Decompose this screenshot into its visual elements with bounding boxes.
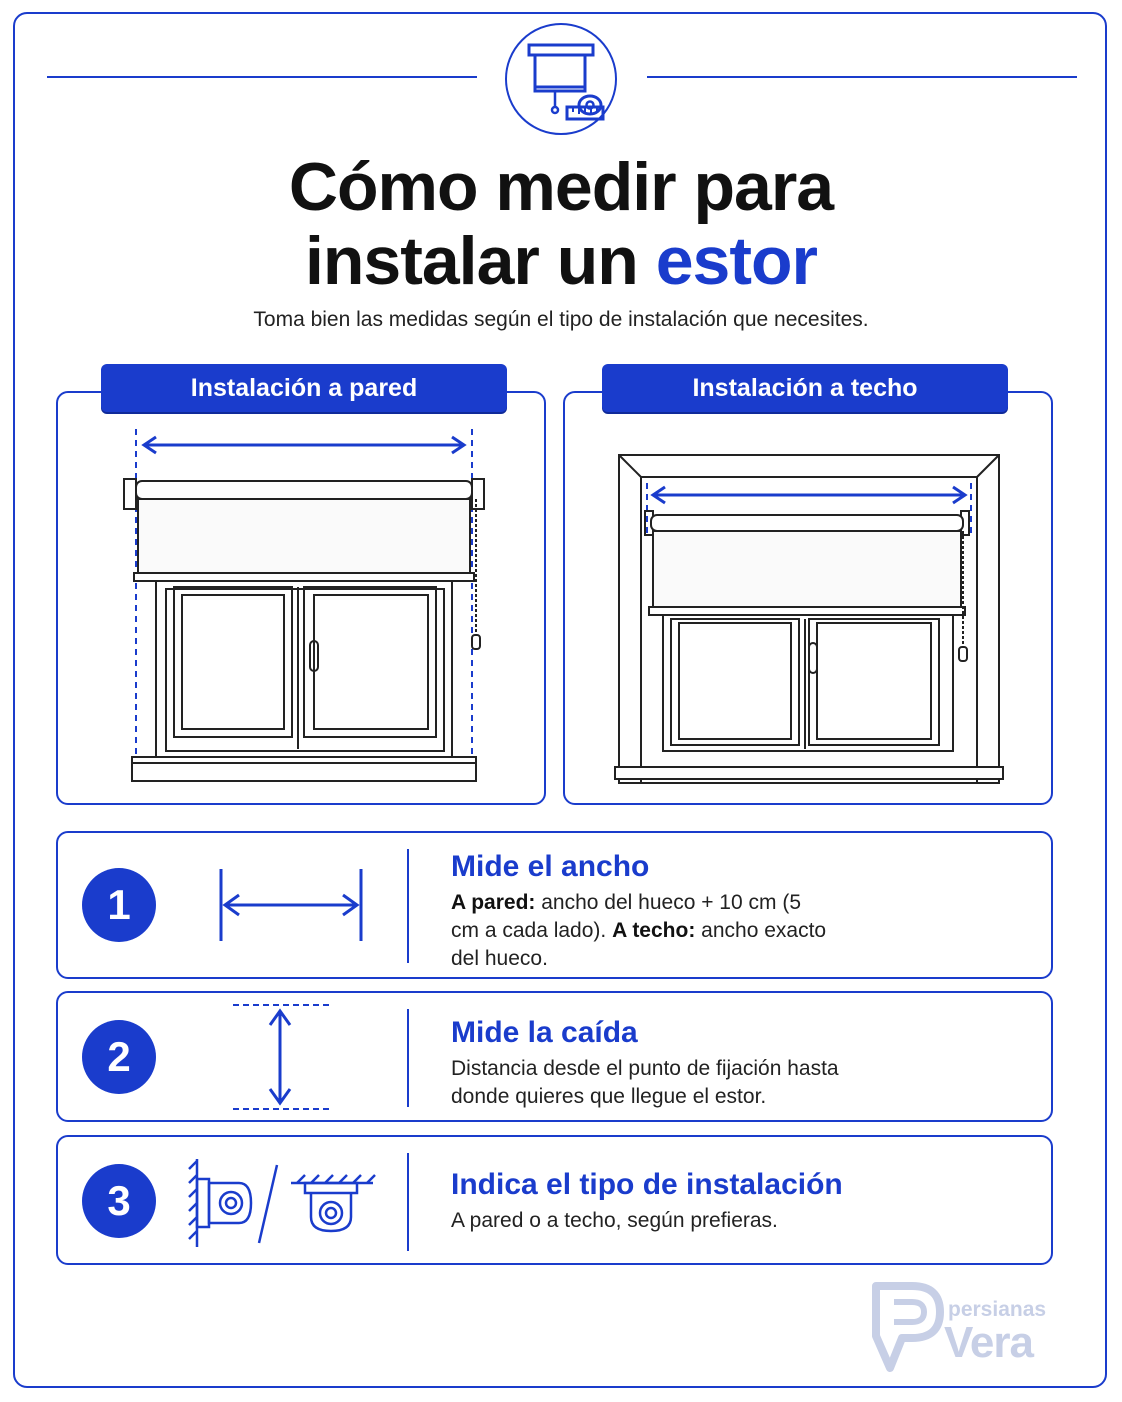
step-divider <box>407 1153 409 1251</box>
step-label-wall: A pared: <box>451 891 536 914</box>
step-card-3 <box>56 1135 1053 1265</box>
panel-tab-ceiling[interactable]: Instalación a techo <box>602 364 1008 412</box>
step-description: Distancia desde el punto de fijación hasta donde quieres que llegue el estor. <box>451 1057 839 1108</box>
step-divider <box>407 1009 409 1107</box>
step-card-2 <box>56 991 1053 1122</box>
step-number-badge: 3 <box>82 1164 156 1238</box>
step-text-1 <box>451 849 1031 973</box>
step-title: Mide la caída <box>451 1016 638 1049</box>
step-description <box>451 889 831 973</box>
height-arrow-icon <box>183 999 383 1117</box>
brand-name-big: Vera <box>944 1318 1033 1367</box>
width-arrow-icon <box>183 865 383 945</box>
page-title-line-2 <box>0 224 1122 298</box>
panel-tab-wall[interactable]: Instalación a pared <box>101 364 507 412</box>
step-divider <box>407 849 409 963</box>
panel-wall-installation <box>56 391 546 805</box>
page-subtitle: Toma bien las medidas según el tipo de instalación que necesites. <box>253 308 869 331</box>
step-label-ceiling: A techo: <box>612 919 696 942</box>
header-rule-right <box>647 76 1077 78</box>
wall-ceiling-mount-icon <box>183 1155 383 1251</box>
header-icon-circle <box>505 23 617 135</box>
step-title: Indica el tipo de instalación <box>451 1168 843 1201</box>
header-rule-left <box>47 76 477 78</box>
step-text-3 <box>451 1167 1031 1235</box>
page-title-line-1: Cómo medir para <box>288 149 834 225</box>
step-description: A pared o a techo, según prefieras. <box>451 1209 778 1232</box>
roller-blind-measuring-tape-icon <box>507 25 615 133</box>
panel-ceiling-installation <box>563 391 1053 805</box>
step-number-badge: 2 <box>82 1020 156 1094</box>
page-title-accent: estor <box>655 223 818 299</box>
ceiling-installation-diagram <box>565 393 1051 803</box>
step-title: Mide el ancho <box>451 850 650 883</box>
page-title-prefix: instalar un <box>304 223 638 299</box>
step-text-2 <box>451 1015 1031 1111</box>
step-number-badge: 1 <box>82 868 156 942</box>
step-desc-part-2: ancho exacto del hueco. <box>451 919 827 970</box>
step-card-1 <box>56 831 1053 979</box>
brand-name-small: persianas <box>948 1298 1047 1321</box>
wall-installation-diagram <box>58 393 544 803</box>
step-desc-part-1: ancho del hueco + 10 cm (5 cm a cada lado). <box>451 891 801 942</box>
